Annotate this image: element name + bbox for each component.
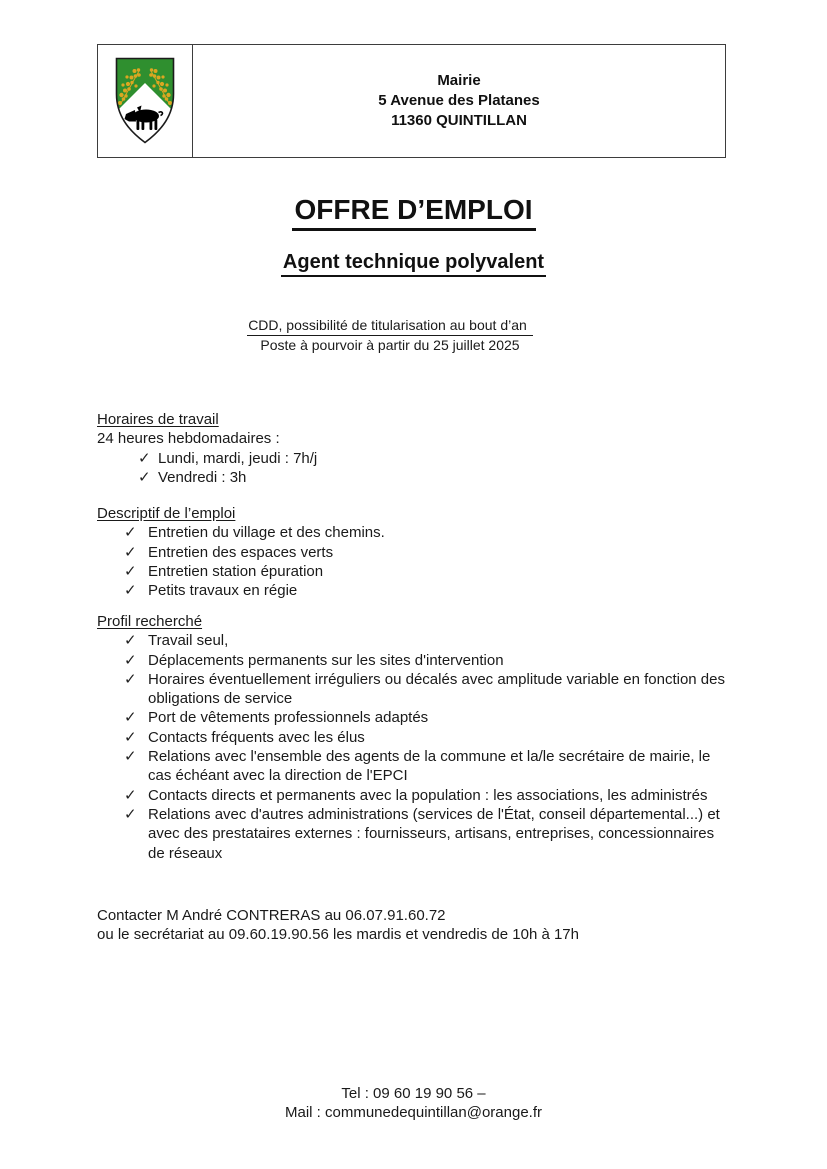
list-item: [97, 631, 733, 650]
list-item-text: Déplacements permanents sur les sites d'intervention: [148, 651, 504, 669]
check-icon: ✓: [124, 748, 137, 766]
list-item: [97, 670, 733, 709]
check-icon: ✓: [138, 468, 151, 486]
section-heading-text: Profil recherché: [97, 613, 203, 630]
letterhead-crest-cell: [98, 45, 193, 157]
check-icon: ✓: [124, 543, 137, 561]
contact-line-1: Contacter M André CONTRERAS au 06.07.91.60.72: [97, 907, 446, 924]
org-name: Mairie: [437, 72, 481, 89]
list-item-text: Relations avec l'ensemble des agents de la commune et la/le secrétaire de mairie, le cas échéant avec la direction de l'EPCI: [148, 748, 711, 785]
intro-block: [0, 316, 827, 355]
org-address-line1: 5 Avenue des Platanes: [378, 92, 540, 109]
check-icon: ✓: [124, 709, 137, 727]
section-heading-text: Descriptif de l’emploi: [97, 505, 236, 522]
letterhead-table: [97, 44, 726, 158]
check-icon: ✓: [124, 562, 137, 580]
footer-tel: Tel : 09 60 19 90 56 –: [341, 1085, 486, 1102]
list-item-text: Port de vêtements professionnels adaptés: [148, 709, 429, 727]
list-item-text: Contacts directs et permanents avec la population : les associations, les administrés: [148, 786, 708, 804]
check-icon: ✓: [138, 449, 151, 467]
list-item-text: Relations avec d'autres administrations (services de l'État, conseil départemental...) et avec des prestataires externes : fournisseurs, artisans, entreprises, concessionnaires de réseaux: [148, 805, 720, 862]
list-item: [97, 449, 733, 468]
list-item: [97, 805, 733, 863]
letterhead-address-cell: [193, 45, 725, 157]
section-profil: [97, 612, 733, 863]
list-item-text: Vendredi : 3h: [158, 468, 247, 486]
check-icon: ✓: [124, 632, 137, 650]
section-heading: [97, 410, 733, 429]
list-item-text: Entretien station épuration: [148, 562, 324, 580]
list-item: [97, 747, 733, 786]
section-heading: [97, 504, 733, 523]
list-item: [97, 708, 733, 727]
check-icon: ✓: [124, 805, 137, 823]
commune-crest-icon: [113, 56, 177, 146]
contact-block: [97, 906, 579, 945]
list-item: [97, 468, 733, 487]
list-item: [97, 543, 733, 562]
list-item-text: Entretien du village et des chemins.: [148, 524, 385, 542]
list-item-text: Contacts fréquents avec les élus: [148, 728, 365, 746]
list-item: [97, 651, 733, 670]
list-item: [97, 786, 733, 805]
section-horaires: [97, 410, 733, 487]
check-icon: ✓: [124, 670, 137, 688]
check-icon: ✓: [124, 651, 137, 669]
list-item: [97, 581, 733, 600]
section-heading: [97, 612, 733, 631]
check-icon: ✓: [124, 524, 137, 542]
list-item-text: Horaires éventuellement irréguliers ou décalés avec amplitude variable en fonction des obligations de service: [148, 670, 725, 708]
list-item: [97, 562, 733, 581]
check-icon: ✓: [124, 786, 137, 804]
intro-line-1-text: CDD, possibilité de titularisation au bout d’an: [247, 316, 533, 336]
document-title: OFFRE D’EMPLOI: [292, 194, 536, 231]
list-item-text: Lundi, mardi, jeudi : 7h/j: [158, 449, 318, 467]
section-lead: 24 heures hebdomadaires :: [97, 430, 280, 448]
subtitle-row: [0, 251, 827, 277]
section-descriptif: [97, 504, 733, 600]
title-row: [0, 194, 827, 231]
list-item-text: Petits travaux en régie: [148, 582, 298, 600]
list-item: [97, 728, 733, 747]
contact-line-2: ou le secrétariat au 09.60.19.90.56 les mardis et vendredis de 10h à 17h: [97, 926, 579, 944]
footer-block: [0, 1084, 827, 1122]
check-icon: ✓: [124, 728, 137, 746]
intro-line-1: [0, 316, 780, 336]
intro-line-2: Poste à pourvoir à partir du 25 juillet 2025: [260, 337, 520, 353]
org-address-line2: 11360 QUINTILLAN: [391, 112, 527, 129]
footer-mail: Mail : communedequintillan@orange.fr: [284, 1104, 543, 1121]
check-icon: ✓: [124, 582, 137, 600]
list-item-text: Entretien des espaces verts: [148, 543, 334, 561]
list-item-text: Travail seul,: [148, 632, 229, 650]
document-subtitle: Agent technique polyvalent: [281, 251, 546, 277]
list-item: [97, 523, 733, 542]
section-heading-text: Horaires de travail: [97, 411, 219, 428]
